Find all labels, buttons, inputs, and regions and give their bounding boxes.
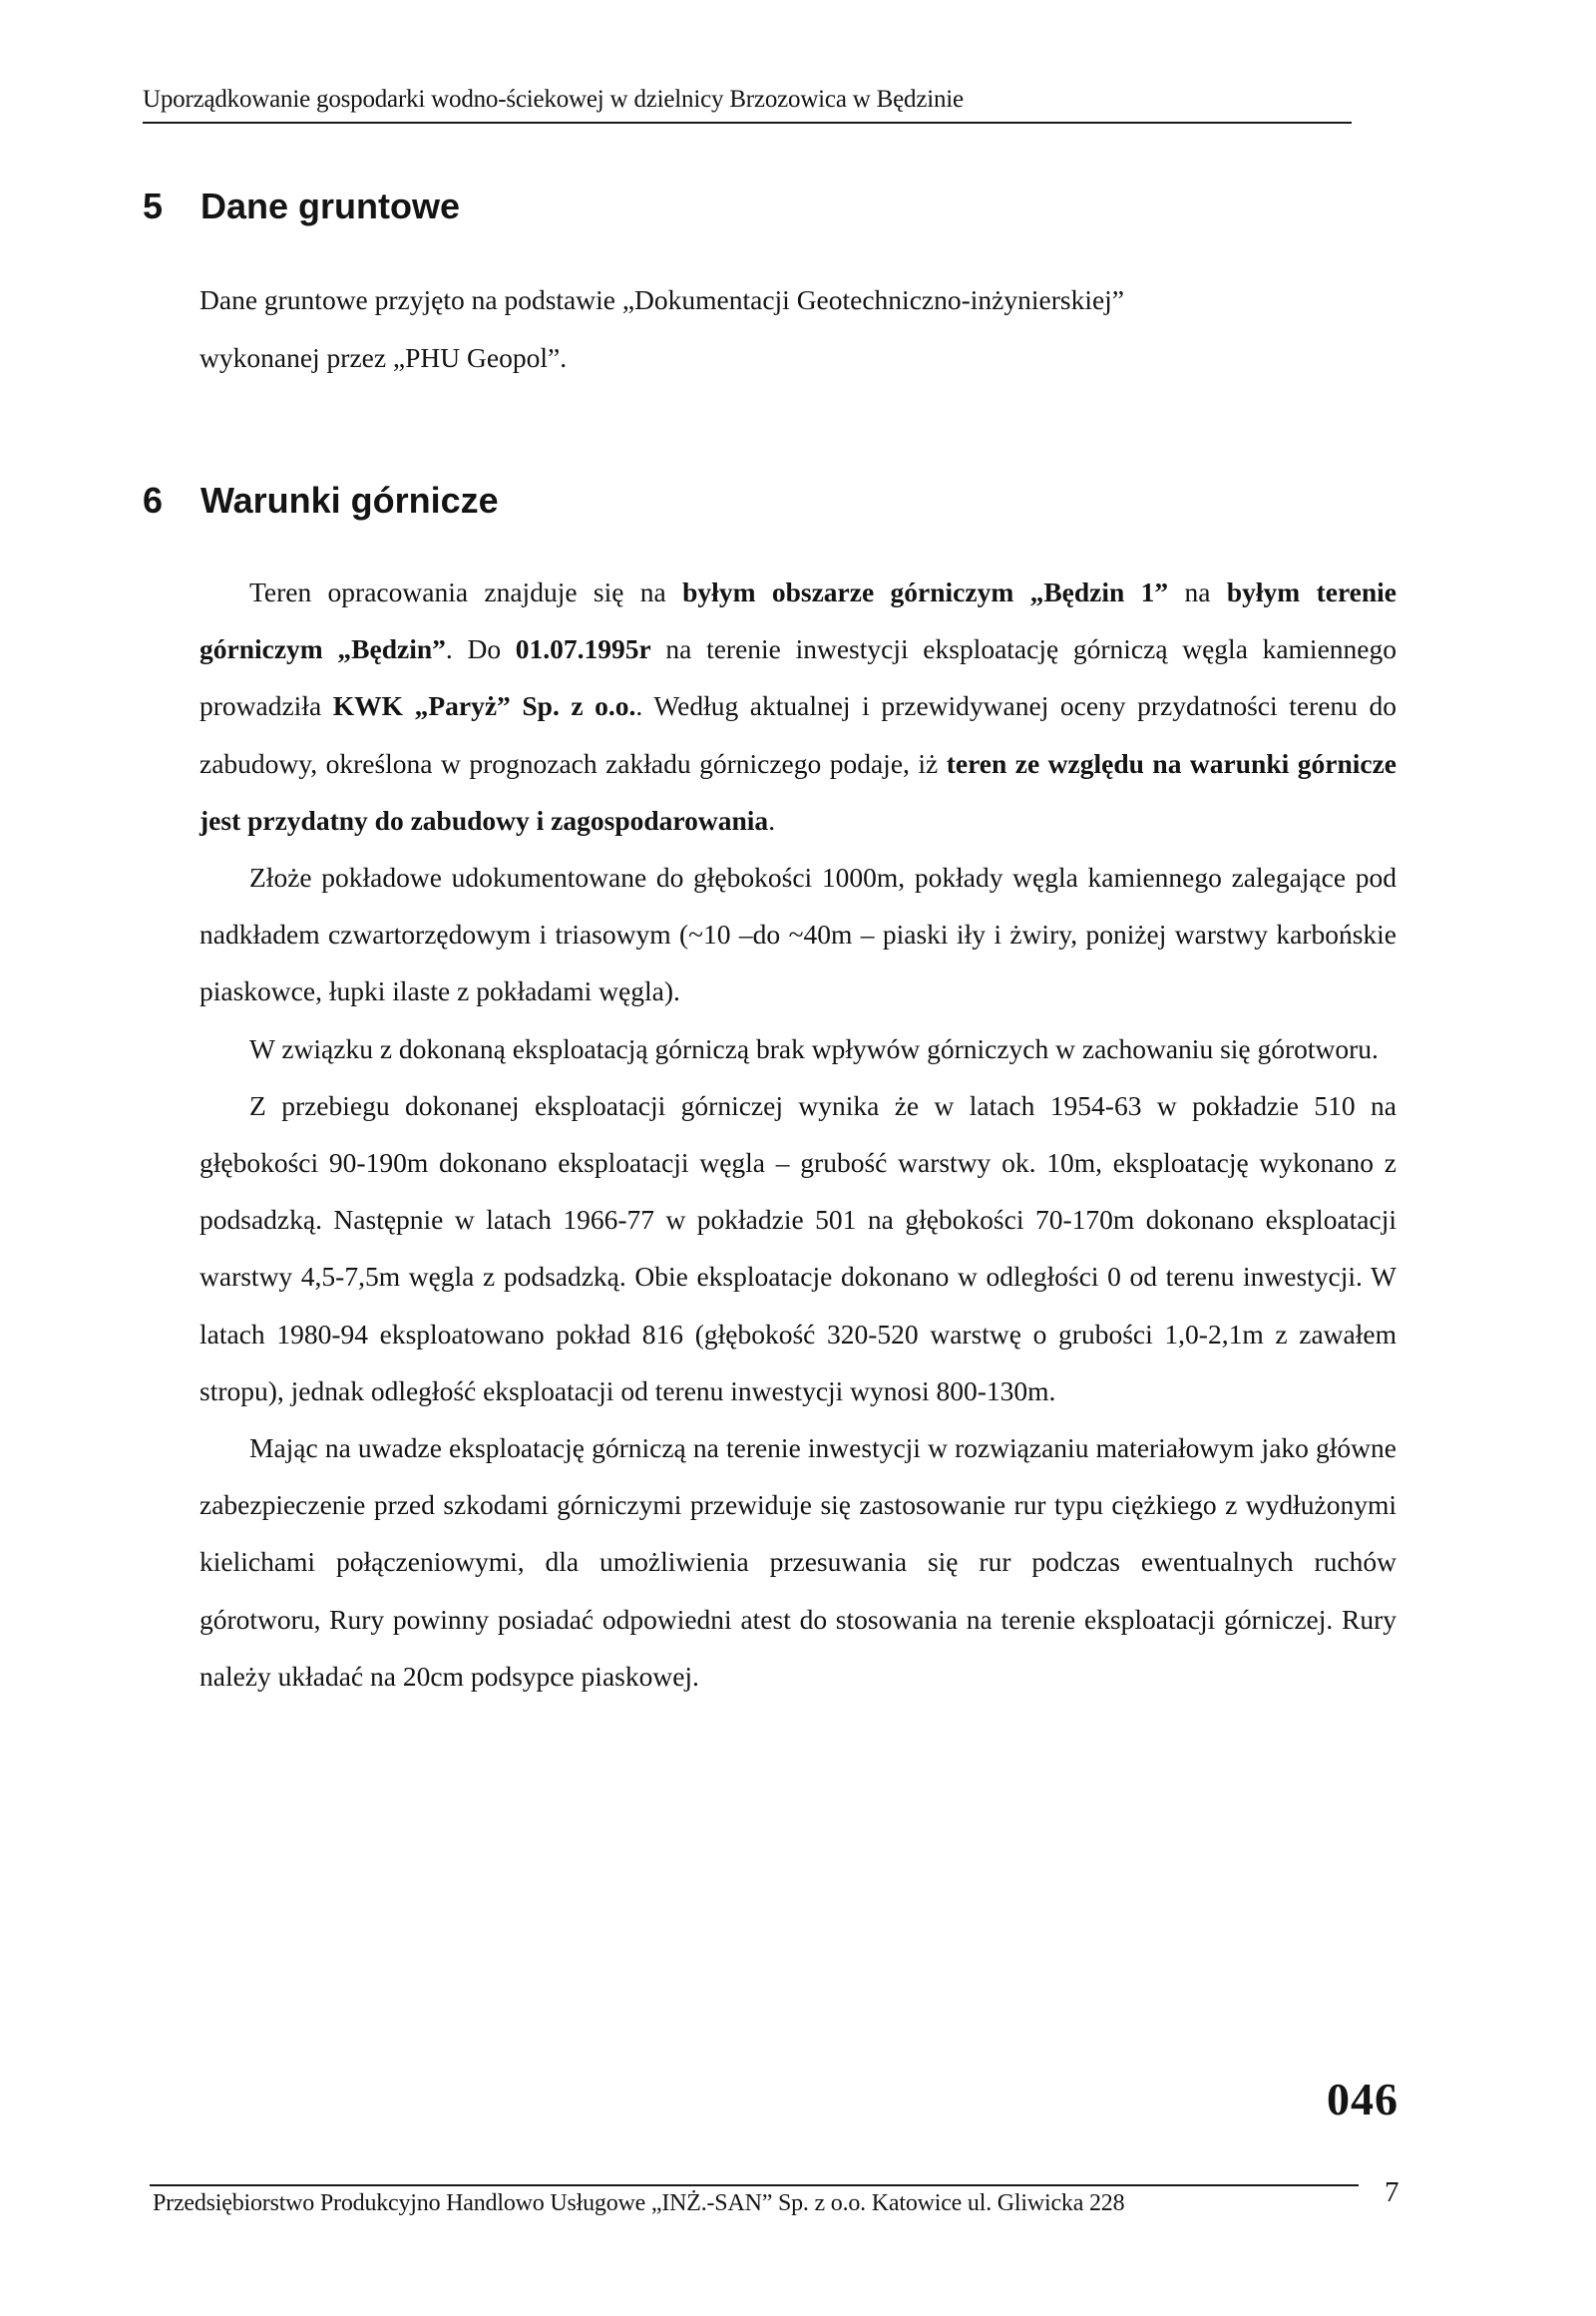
stamped-page-number: 046 xyxy=(1327,2074,1398,2124)
section-5-line-1: Dane gruntowe przyjęto na podstawie „Dokumentacji Geotechniczno-inżynierskiej” xyxy=(200,284,1125,315)
bold-run: byłym obszarze górniczym „Będzin 1” xyxy=(682,577,1169,607)
bold-run: byłym terenie górniczym „Będzin” xyxy=(200,577,1396,665)
text-run: na terenie inwestycji eksploatację górniczą węgla kamiennego prowadziła xyxy=(200,633,1396,722)
bold-run: KWK „Paryż” Sp. z o.o. xyxy=(332,690,636,722)
page-number: 7 xyxy=(1385,2176,1399,2208)
text-run: Teren opracowania znajduje się na xyxy=(249,577,683,607)
paragraph-exploitation-history: Z przebiegu dokonanej eksploatacji górniczej wynika że w latach 1954-63 w pokładzie 510 na głębokości 90-190m dokonano eksploatacji węgla – grubość warstwy ok. 10m, eksploatację wykonano z podsadzką. Następnie w latach 1966-77 w pokładzie 501 na głębokości 70-170m dokonano eksploatacji warstwy 4,5-7,5m węgla z podsadzką. Obie eksploatacje dokonano w odległości 0 od terenu inwestycji. W latach 1980-94 eksploatowano pokład 816 (głębokość 320-520 warstwę o grubości 1,0-2,1m z zawałem stropu), jednak odległość eksploatacji od terenu inwestycji wynosi 800-130m. xyxy=(200,1089,1396,1406)
paragraph-deposit: Złoże pokładowe udokumentowane do głębokości 1000m, pokłady węgla kamiennego zalegające pod nadkładem czwartorzędowym i triasowym (~10 –do ~40m – piaski iły i żwiry, poniżej warstwy karbońskie piaskowce, łupki ilaste z pokładami węgla). xyxy=(200,862,1396,1007)
bold-run: 01.07.1995r xyxy=(515,633,651,665)
text-run: . xyxy=(768,804,776,836)
text-run: . Do xyxy=(445,633,516,665)
section-5-title: Dane gruntowe xyxy=(200,186,461,226)
section-6-body xyxy=(200,564,1396,1705)
section-5-text xyxy=(200,271,1317,387)
footer-company: Przedsiębiorstwo Produkcyjno Handlowo Usługowe „INŻ.-SAN” Sp. z o.o. Katowice ul. Gliwicka 228 xyxy=(153,2190,1125,2216)
paragraph-mining-area xyxy=(200,564,1396,849)
section-6-number: 6 xyxy=(143,480,164,521)
text-run: na xyxy=(1168,577,1227,607)
bold-run: teren ze względu na warunki górnicze jest przydatny do zabudowy i zagospodarowania xyxy=(200,747,1397,836)
section-5-number: 5 xyxy=(143,186,164,226)
header-rule xyxy=(143,122,1352,124)
paragraph-no-influence: W związku z dokonaną eksploatacją górniczą brak wpływów górniczych w zachowaniu się górotworu. xyxy=(249,1032,1379,1064)
running-header: Uporządkowanie gospodarki wodno-ściekowej w dzielnicy Brzozowica w Będzinie xyxy=(143,86,964,113)
section-6-title: Warunki górnicze xyxy=(200,480,499,521)
paragraph-pipe-protection: Mając na uwadze eksploatację górniczą na terenie inwestycji w rozwiązaniu materiałowym jako główne zabezpieczenie przed szkodami górniczymi przewiduje się zastosowanie rur typu ciężkiego z wydłużonymi kielichami połączeniowymi, dla umożliwienia przesuwania się rur podczas ewentualnych ruchów górotworu, Rury powinny posiadać odpowiedni atest do stosowania na terenie eksploatacji górniczej. Rury należy układać na 20cm podsypce piaskowej. xyxy=(200,1432,1396,1692)
section-5-line-2: wykonanej przez „PHU Geopol”. xyxy=(200,342,568,373)
text-run: . Według aktualnej i przewidywanej oceny przydatności terenu do zabudowy, określona w prognozach zakładu górniczego podaje, iż xyxy=(200,690,1396,779)
footer-rule xyxy=(150,2184,1359,2186)
